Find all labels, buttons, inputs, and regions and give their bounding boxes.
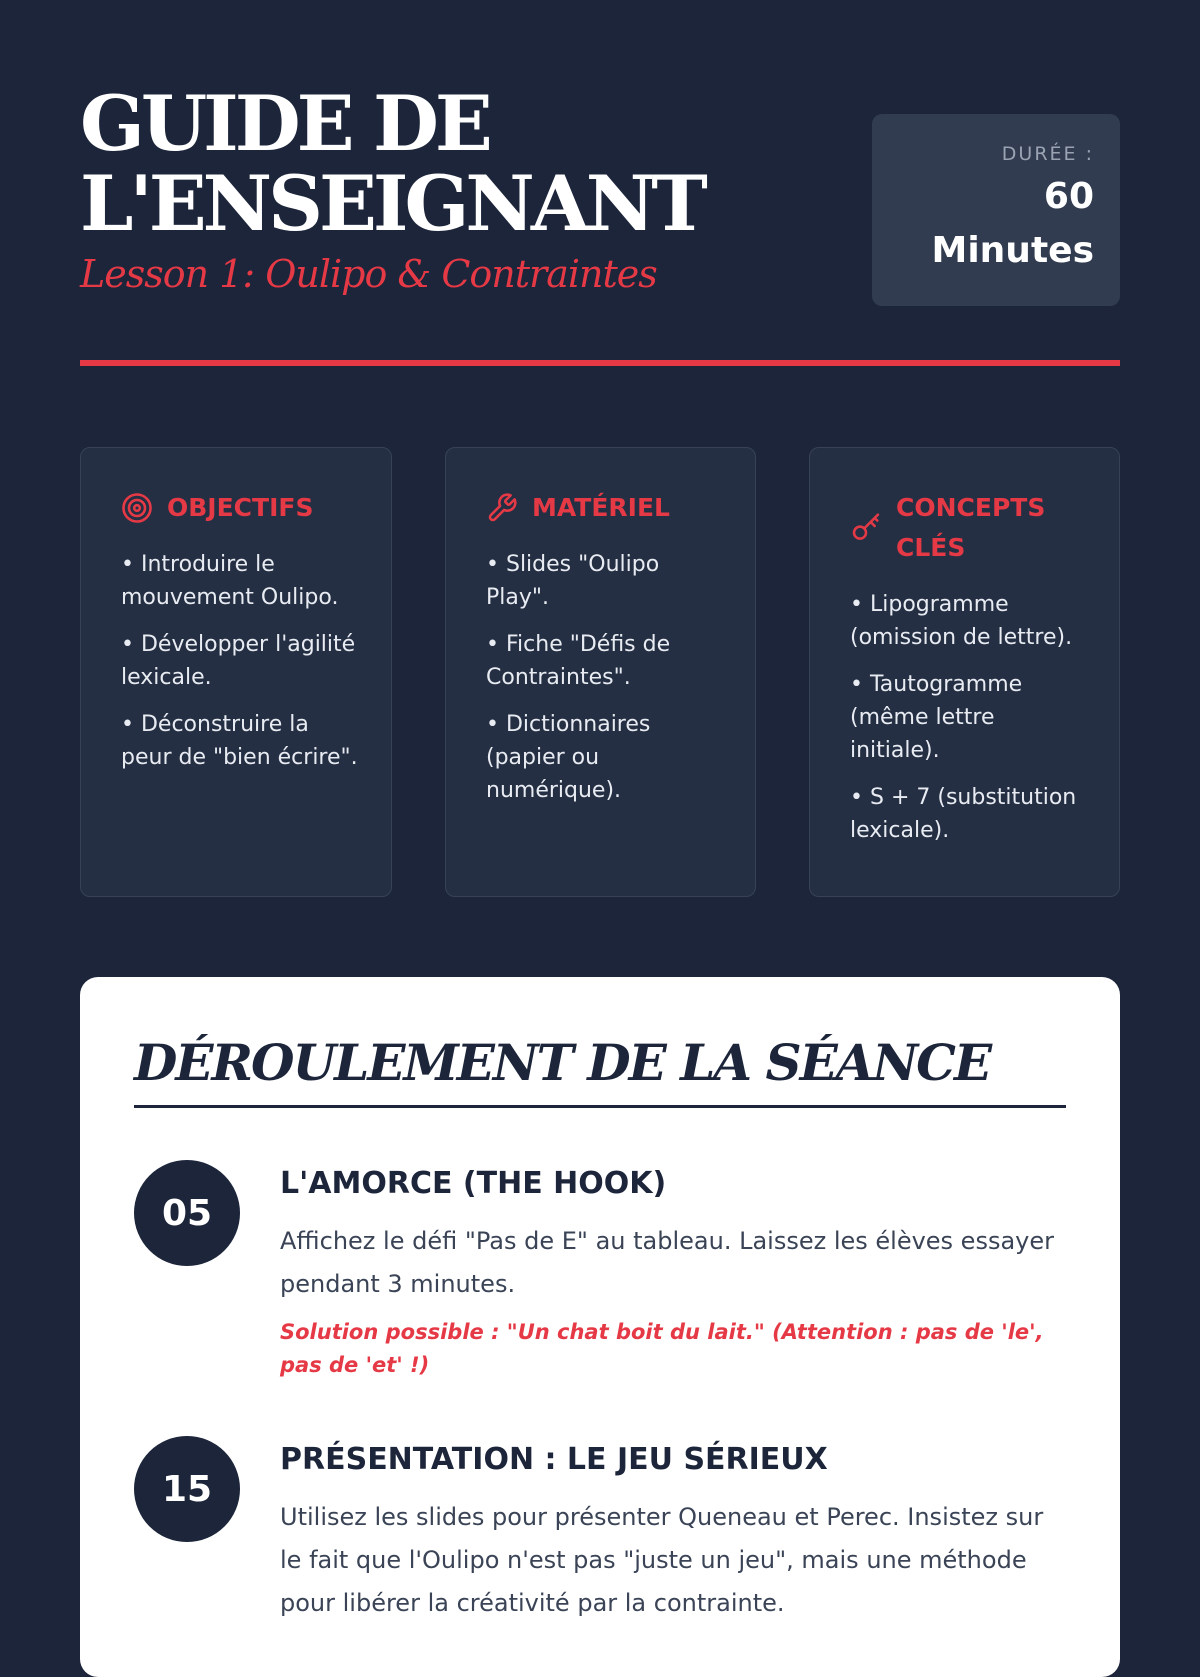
list-item: • Développer l'agilité lexicale. <box>121 628 363 694</box>
key-icon <box>850 512 882 544</box>
materiel-list <box>486 548 727 807</box>
list-item: • Introduire le mouvement Oulipo. <box>121 548 363 614</box>
card-materiel <box>445 447 756 897</box>
objectifs-list <box>121 548 363 774</box>
wrench-icon <box>486 492 518 524</box>
target-icon <box>121 492 153 524</box>
header-divider <box>80 360 1120 366</box>
list-item: • Fiche "Défis de Contraintes". <box>486 628 727 694</box>
step-duration-badge: 15 <box>134 1436 240 1542</box>
step-note: Solution possible : "Un chat boit du lait." (Attention : pas de 'le', pas de 'et' !) <box>280 1320 1044 1377</box>
list-item: • S + 7 (substitution lexicale). <box>850 781 1091 847</box>
step-duration-badge: 05 <box>134 1160 240 1266</box>
session-title: DÉROULEMENT DE LA SÉANCE <box>134 1033 1066 1108</box>
lesson-subtitle: Lesson 1: Oulipo & Contraintes <box>80 252 657 296</box>
page-title: GUIDE DE L'ENSEIGNANT <box>80 79 704 248</box>
list-item: • Slides "Oulipo Play". <box>486 548 727 614</box>
list-item: • Lipogramme (omission de lettre). <box>850 588 1091 654</box>
list-item: • Déconstruire la peur de "bien écrire". <box>121 708 363 774</box>
session-section <box>80 977 1120 1677</box>
concepts-list <box>850 588 1091 847</box>
step-item <box>134 1438 1066 1625</box>
step-text: Affichez le défi "Pas de E" au tableau. Laissez les élèves essayer pendant 3 minutes. <box>280 1227 1054 1298</box>
card-title-concepts: CONCEPTS CLÉS <box>896 493 1046 562</box>
card-title-materiel: MATÉRIEL <box>532 493 670 522</box>
duration-value: 60 Minutes <box>931 176 1094 271</box>
card-title-objectifs: OBJECTIFS <box>167 493 314 522</box>
step-item <box>134 1162 1066 1382</box>
duration-box <box>872 114 1120 306</box>
list-item: • Dictionnaires (papier ou numérique). <box>486 708 727 807</box>
step-title: PRÉSENTATION : LE JEU SÉRIEUX <box>280 1442 828 1477</box>
step-text: Utilisez les slides pour présenter Queneau et Perec. Insistez sur le fait que l'Oulipo n'est pas "juste un jeu", mais une méthode pour libérer la créativité par la contrainte. <box>280 1503 1044 1617</box>
step-title: L'AMORCE (THE HOOK) <box>280 1166 667 1201</box>
list-item: • Tautogramme (même lettre initiale). <box>850 668 1091 767</box>
card-concepts <box>809 447 1120 897</box>
duration-label: DURÉE : <box>1001 143 1094 165</box>
card-objectifs <box>80 447 392 897</box>
